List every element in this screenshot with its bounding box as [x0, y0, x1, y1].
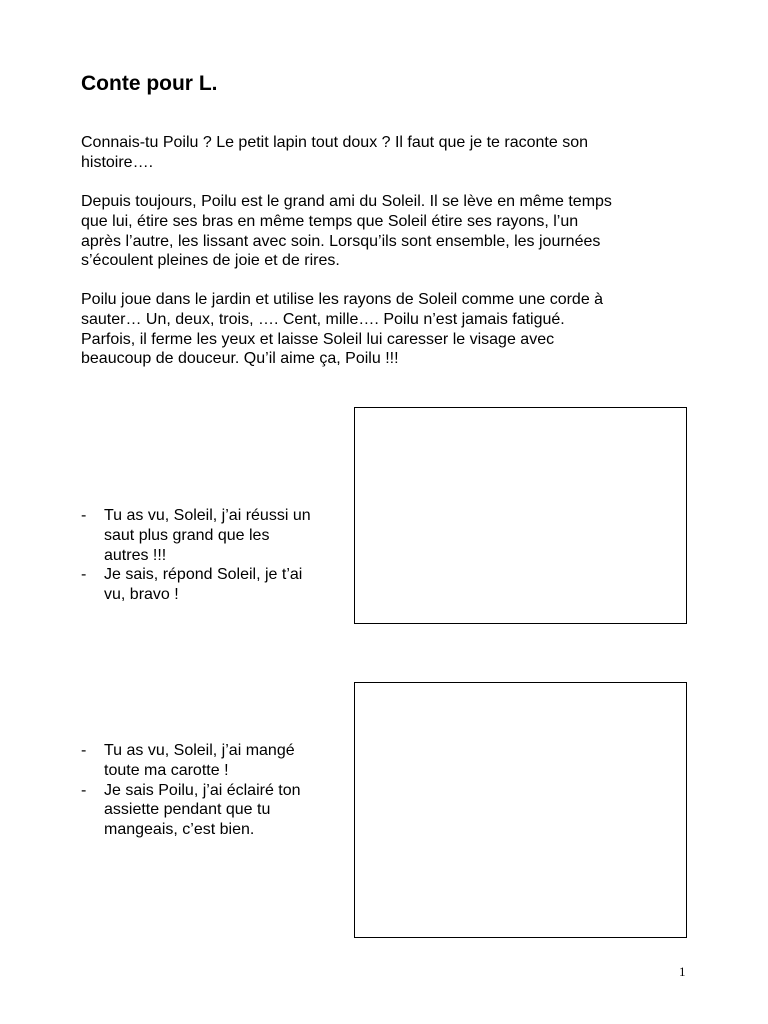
paragraph-line: Parfois, il ferme les yeux et laisse Soleil lui caresser le visage avec	[81, 330, 555, 348]
paragraph-garden	[81, 290, 701, 369]
dialogue-text: autres !!!	[104, 546, 167, 564]
paragraph-friendship	[81, 192, 701, 271]
dialogue-line	[81, 781, 351, 840]
dialogue-text: Tu as vu, Soleil, j’ai mangé	[104, 742, 295, 759]
dialogue-text: Tu as vu, Soleil, j’ai réussi un	[104, 507, 311, 524]
dash-bullet: -	[81, 566, 87, 584]
dialogue-jump	[81, 506, 351, 605]
dialogue-text: toute ma carotte !	[104, 761, 229, 779]
dash-bullet: -	[81, 507, 87, 524]
dialogue-carrot	[81, 741, 351, 840]
paragraph-line: après l’autre, les lissant avec soin. Lorsqu’ils sont ensemble, les journées	[81, 232, 601, 250]
paragraph-line: beaucoup de douceur. Qu’il aime ça, Poilu !!!	[81, 350, 399, 368]
dialogue-text: Je sais, répond Soleil, je t’ai	[104, 566, 303, 584]
dialogue-line	[81, 506, 351, 565]
paragraph-line: histoire….	[81, 153, 154, 171]
dialogue-text: mangeais, c’est bien.	[104, 821, 255, 839]
dialogue-text: assiette pendant que tu	[104, 801, 271, 819]
paragraph-line: s’écoulent pleines de joie et de rires.	[81, 252, 340, 270]
dialogue-text: saut plus grand que les	[104, 526, 270, 544]
dialogue-line	[81, 741, 351, 781]
dialogue-text: vu, bravo !	[104, 586, 179, 604]
paragraph-line: sauter… Un, deux, trois, …. Cent, mille…. Poilu n’est jamais fatigué.	[81, 310, 565, 328]
paragraph-line: Depuis toujours, Poilu est le grand ami du Soleil. Il se lève en même temps	[81, 193, 612, 210]
paragraph-intro	[81, 133, 701, 173]
dialogue-text: Je sais Poilu, j’ai éclairé ton	[104, 781, 301, 799]
drawing-frame	[354, 682, 687, 938]
dialogue-line	[81, 565, 351, 605]
dash-bullet: -	[81, 781, 87, 799]
page-title: Conte pour L.	[81, 72, 218, 95]
paragraph-line: Connais-tu Poilu ? Le petit lapin tout doux ? Il faut que je te raconte son	[81, 134, 588, 151]
page-number: 1	[679, 964, 686, 979]
drawing-frame	[354, 407, 687, 624]
paragraph-line: que lui, étire ses bras en même temps que Soleil étire ses rayons, l’un	[81, 212, 579, 230]
dash-bullet: -	[81, 742, 87, 759]
paragraph-line: Poilu joue dans le jardin et utilise les rayons de Soleil comme une corde à	[81, 291, 604, 308]
